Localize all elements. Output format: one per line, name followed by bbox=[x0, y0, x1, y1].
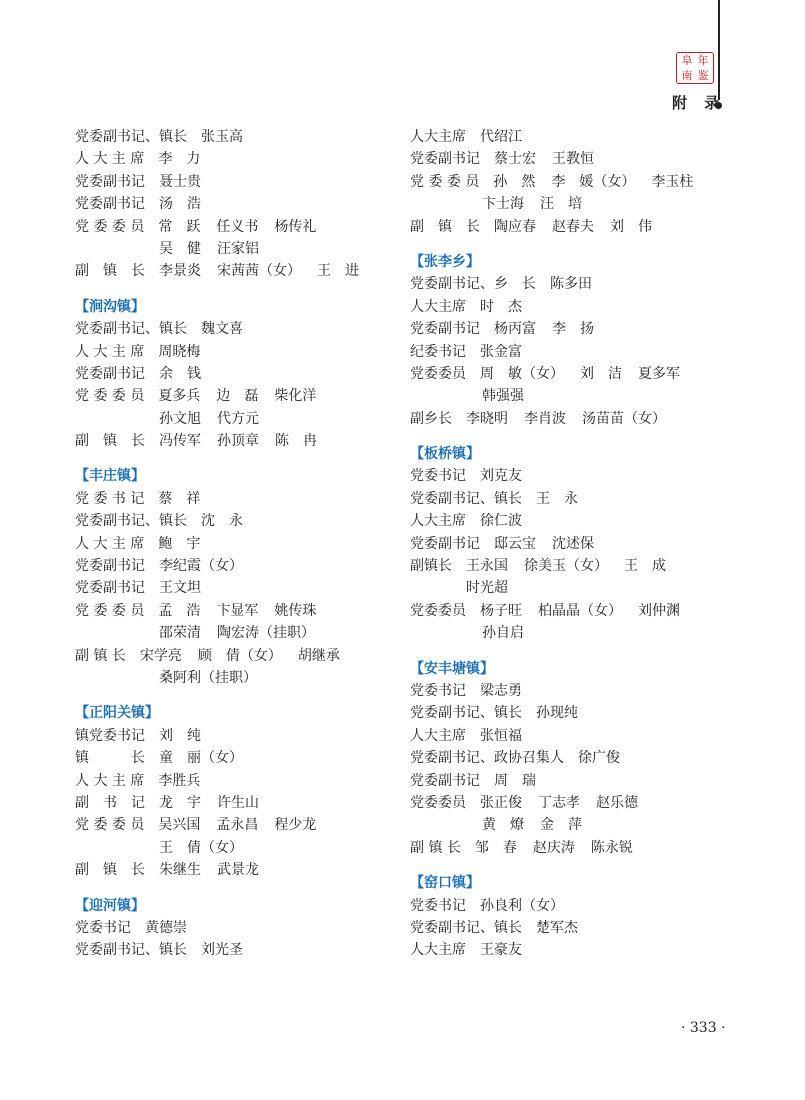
person-name: 张金富 bbox=[480, 343, 522, 360]
person-name: 赵春夫 bbox=[552, 218, 594, 235]
roster-row bbox=[410, 792, 730, 814]
roster-row bbox=[410, 725, 730, 747]
roster-row bbox=[410, 126, 730, 148]
position-title: 副 镇 长 bbox=[75, 647, 126, 664]
person-name: 李 媛（女） bbox=[551, 173, 636, 190]
person-name: 杨传礼 bbox=[274, 218, 317, 235]
person-name: 余 钱 bbox=[159, 365, 201, 382]
position-title: 党委副书记、镇长 bbox=[75, 321, 187, 338]
person-name: 桑阿利（挂职） bbox=[159, 669, 257, 686]
position-title: 人大主席 bbox=[410, 727, 466, 744]
position-title: 党委副书记 bbox=[410, 535, 480, 552]
roster-section bbox=[410, 251, 730, 430]
person-name: 宋茜茜（女） bbox=[217, 263, 301, 280]
position-title: 党委副书记、镇长 bbox=[75, 942, 187, 959]
roster-row bbox=[75, 577, 385, 599]
position-title: 党委副书记 bbox=[75, 196, 145, 213]
person-name: 孙良利（女） bbox=[480, 897, 564, 914]
person-name: 李胜兵 bbox=[158, 772, 201, 789]
person-name: 吴兴国 bbox=[158, 817, 201, 834]
roster-row bbox=[75, 645, 385, 667]
position-title: 党委副书记 bbox=[410, 151, 480, 168]
section-heading: 【迎河镇】 bbox=[75, 897, 145, 914]
person-name: 聂士贵 bbox=[159, 173, 201, 190]
position-title: 党委副书记、镇长 bbox=[410, 705, 522, 722]
roster-row bbox=[75, 216, 385, 238]
person-name: 蔡士宏 bbox=[494, 151, 536, 168]
section-heading: 【窑口镇】 bbox=[410, 875, 480, 892]
person-name: 楚军杰 bbox=[536, 919, 578, 936]
person-name: 黄 燎 bbox=[482, 817, 524, 834]
roster-row bbox=[75, 363, 385, 385]
roster-section bbox=[410, 443, 730, 645]
person-name: 梁志勇 bbox=[480, 682, 522, 699]
person-name: 蔡 祥 bbox=[158, 490, 201, 507]
roster-row bbox=[75, 260, 385, 282]
position-title: 党委副书记 bbox=[75, 558, 145, 575]
section-heading: 【涧沟镇】 bbox=[75, 298, 145, 315]
person-name: 周 敏（女） bbox=[480, 365, 564, 382]
person-name: 童 丽（女） bbox=[159, 750, 243, 767]
person-name: 周晓梅 bbox=[158, 343, 201, 360]
person-name: 孙 然 bbox=[493, 173, 536, 190]
person-name: 金 萍 bbox=[540, 817, 582, 834]
person-name: 柴化洋 bbox=[274, 388, 317, 405]
roster-row bbox=[410, 318, 730, 340]
person-name: 王教恒 bbox=[552, 151, 594, 168]
roster-row bbox=[75, 488, 385, 510]
roster-row bbox=[410, 680, 730, 702]
roster-row bbox=[410, 273, 730, 295]
roster-row bbox=[75, 148, 385, 170]
person-name: 陈 冉 bbox=[275, 433, 317, 450]
position-title: 镇党委书记 bbox=[75, 727, 145, 744]
person-name: 王文坦 bbox=[159, 580, 201, 597]
roster-row bbox=[75, 430, 385, 452]
person-name: 李玉柱 bbox=[651, 173, 694, 190]
person-name: 李 力 bbox=[158, 151, 201, 168]
roster-row bbox=[75, 341, 385, 363]
person-name: 胡继承 bbox=[297, 647, 340, 664]
position-title: 党委副书记、镇长 bbox=[75, 513, 187, 530]
roster-row bbox=[75, 171, 385, 193]
roster-row bbox=[75, 917, 385, 939]
section-heading: 【正阳关镇】 bbox=[75, 705, 159, 722]
roster-row-continued bbox=[410, 193, 730, 215]
person-name: 孟 浩 bbox=[158, 602, 201, 619]
roster-row bbox=[410, 600, 730, 622]
person-name: 陶宏涛（挂职） bbox=[217, 625, 315, 642]
person-name: 徐仁波 bbox=[480, 513, 522, 530]
section-heading: 【丰庄镇】 bbox=[75, 468, 145, 485]
section-heading: 【张李乡】 bbox=[410, 253, 480, 270]
person-name: 龙 宇 bbox=[159, 794, 201, 811]
yearbook-seal-logo bbox=[676, 52, 714, 84]
roster-section bbox=[75, 895, 385, 962]
position-title: 党委委员 bbox=[410, 794, 466, 811]
person-name: 邵荣清 bbox=[159, 625, 201, 642]
position-title: 人 大 主 席 bbox=[75, 535, 145, 552]
person-name: 魏文喜 bbox=[201, 321, 243, 338]
roster-section bbox=[75, 126, 385, 283]
person-name: 冯传军 bbox=[159, 433, 201, 450]
position-title: 人 大 主 席 bbox=[75, 772, 145, 789]
person-name: 张正俊 bbox=[480, 794, 522, 811]
roster-row bbox=[75, 939, 385, 961]
person-name: 刘 洁 bbox=[580, 365, 622, 382]
roster-row bbox=[75, 747, 385, 769]
person-name: 吴 健 bbox=[159, 240, 201, 257]
roster-row bbox=[75, 859, 385, 881]
roster-row bbox=[75, 510, 385, 532]
roster-row bbox=[410, 465, 730, 487]
position-title: 人 大 主 席 bbox=[75, 151, 145, 168]
section-label-appendix: 附 录 bbox=[672, 94, 726, 112]
roster-row-continued bbox=[75, 408, 385, 430]
position-title: 党 委 委 员 bbox=[75, 388, 145, 405]
roster-row bbox=[75, 126, 385, 148]
person-name: 沈 永 bbox=[201, 513, 243, 530]
position-title: 副 镇 长 bbox=[410, 839, 461, 856]
person-name: 李景炎 bbox=[159, 263, 201, 280]
person-name: 宋学亮 bbox=[139, 647, 182, 664]
person-name: 边 磊 bbox=[216, 388, 259, 405]
person-name: 王 成 bbox=[624, 558, 666, 575]
position-title: 副 镇 长 bbox=[410, 218, 480, 235]
position-title: 党委书记 bbox=[410, 897, 466, 914]
roster-section bbox=[75, 702, 385, 881]
roster-row bbox=[75, 193, 385, 215]
header-vertical-rule bbox=[718, 0, 720, 100]
person-name: 孙自启 bbox=[482, 625, 524, 642]
roster-row bbox=[410, 533, 730, 555]
person-name: 汤苗苗（女） bbox=[582, 410, 666, 427]
seal-char: 年 bbox=[697, 54, 709, 67]
roster-row bbox=[75, 555, 385, 577]
roster-row bbox=[410, 488, 730, 510]
person-name: 赵乐德 bbox=[596, 794, 638, 811]
roster-row bbox=[410, 917, 730, 939]
position-title: 党委副书记 bbox=[75, 580, 145, 597]
position-title: 党委副书记、乡 长 bbox=[410, 276, 536, 293]
position-title: 副 镇 长 bbox=[75, 263, 145, 280]
person-name: 汪家铝 bbox=[217, 240, 259, 257]
position-title: 党委副书记 bbox=[410, 772, 480, 789]
person-name: 李纪霞（女） bbox=[159, 558, 243, 575]
roster-section bbox=[75, 465, 385, 689]
person-name: 刘光圣 bbox=[201, 942, 243, 959]
position-title: 党委书记 bbox=[75, 919, 131, 936]
position-title: 人大主席 bbox=[410, 298, 466, 315]
position-title: 副乡长 bbox=[410, 410, 452, 427]
position-title: 党委副书记、政协召集人 bbox=[410, 750, 564, 767]
person-name: 沈述保 bbox=[552, 535, 594, 552]
position-title: 人大主席 bbox=[410, 513, 466, 530]
roster-row bbox=[75, 792, 385, 814]
position-title: 副 镇 长 bbox=[75, 862, 145, 879]
person-name: 周 瑞 bbox=[494, 772, 536, 789]
person-name: 鲍 宇 bbox=[158, 535, 201, 552]
roster-row bbox=[410, 770, 730, 792]
person-name: 王 倩（女） bbox=[159, 839, 243, 856]
person-name: 刘仲渊 bbox=[638, 602, 680, 619]
person-name: 王永国 bbox=[466, 558, 508, 575]
roster-row bbox=[410, 171, 730, 193]
roster-row bbox=[410, 296, 730, 318]
person-name: 孙现纯 bbox=[536, 705, 578, 722]
roster-row-continued bbox=[410, 622, 730, 644]
position-title: 党 委 委 员 bbox=[75, 817, 145, 834]
roster-row-continued bbox=[410, 385, 730, 407]
person-name: 姚传珠 bbox=[274, 602, 317, 619]
person-name: 徐美玉（女） bbox=[524, 558, 608, 575]
person-name: 邹 春 bbox=[474, 839, 517, 856]
roster-row bbox=[75, 725, 385, 747]
person-name: 韩强强 bbox=[482, 388, 524, 405]
left-column bbox=[75, 126, 385, 962]
person-name: 常 跃 bbox=[158, 218, 201, 235]
position-title: 副镇长 bbox=[410, 558, 452, 575]
person-name: 许生山 bbox=[217, 794, 259, 811]
person-name: 柏晶晶（女） bbox=[538, 602, 622, 619]
position-title: 党委副书记 bbox=[410, 321, 480, 338]
roster-section bbox=[410, 658, 730, 860]
person-name: 陈永锐 bbox=[590, 839, 633, 856]
person-name: 孙文旭 bbox=[159, 410, 201, 427]
person-name: 陈多田 bbox=[550, 276, 592, 293]
position-title: 副 镇 长 bbox=[75, 433, 145, 450]
person-name: 黄德崇 bbox=[145, 919, 187, 936]
person-name: 夏多军 bbox=[638, 365, 680, 382]
person-name: 顾 倩（女） bbox=[197, 647, 282, 664]
roster-row bbox=[410, 148, 730, 170]
position-title: 副 书 记 bbox=[75, 794, 145, 811]
person-name: 刘克友 bbox=[480, 468, 522, 485]
person-name: 邸云宝 bbox=[494, 535, 536, 552]
person-name: 李晓明 bbox=[466, 410, 508, 427]
roster-row bbox=[410, 702, 730, 724]
roster-row-continued bbox=[410, 814, 730, 836]
position-title: 党委委员 bbox=[410, 365, 466, 382]
roster-row bbox=[410, 555, 730, 577]
position-title: 党 委 书 记 bbox=[75, 490, 145, 507]
person-name: 杨子旺 bbox=[480, 602, 522, 619]
person-name: 代方元 bbox=[217, 410, 259, 427]
roster-row bbox=[75, 385, 385, 407]
person-name: 张恒福 bbox=[480, 727, 522, 744]
person-name: 程少龙 bbox=[274, 817, 317, 834]
position-title: 党 委 委 员 bbox=[410, 173, 480, 190]
position-title: 镇 长 bbox=[75, 750, 145, 767]
person-name: 王豪友 bbox=[480, 942, 522, 959]
roster-row bbox=[410, 216, 730, 238]
position-title: 党委副书记、镇长 bbox=[410, 490, 522, 507]
section-heading: 【板桥镇】 bbox=[410, 446, 480, 463]
roster-row-continued bbox=[75, 622, 385, 644]
page-number: · 333 · bbox=[681, 1020, 726, 1036]
person-name: 刘 伟 bbox=[610, 218, 652, 235]
person-name: 孟永昌 bbox=[216, 817, 259, 834]
seal-char: 鉴 bbox=[697, 69, 709, 82]
position-title: 党委副书记 bbox=[75, 365, 145, 382]
roster-row bbox=[410, 747, 730, 769]
person-name: 朱继生 bbox=[159, 862, 201, 879]
position-title: 党委副书记、镇长 bbox=[410, 919, 522, 936]
position-title: 党委书记 bbox=[410, 468, 466, 485]
position-title: 党委副书记 bbox=[75, 173, 145, 190]
roster-row bbox=[75, 318, 385, 340]
roster-row-continued bbox=[75, 667, 385, 689]
person-name: 卞显军 bbox=[216, 602, 259, 619]
person-name: 王 永 bbox=[536, 490, 578, 507]
roster-row-continued bbox=[410, 577, 730, 599]
person-name: 徐广俊 bbox=[578, 750, 620, 767]
roster-row bbox=[410, 363, 730, 385]
person-name: 陶应春 bbox=[494, 218, 536, 235]
person-name: 武景龙 bbox=[217, 862, 259, 879]
person-name: 刘 纯 bbox=[159, 727, 201, 744]
section-heading: 【安丰塘镇】 bbox=[410, 660, 494, 677]
roster-row bbox=[410, 341, 730, 363]
roster-row bbox=[410, 939, 730, 961]
person-name: 汤 浩 bbox=[159, 196, 201, 213]
roster-row bbox=[410, 837, 730, 859]
person-name: 张玉高 bbox=[201, 129, 243, 145]
roster-section bbox=[410, 872, 730, 962]
right-column bbox=[410, 126, 730, 962]
seal-char: 阜 bbox=[681, 54, 693, 67]
person-name: 卞士海 bbox=[482, 196, 524, 213]
person-name: 夏多兵 bbox=[158, 388, 201, 405]
person-name: 杨丙富 bbox=[494, 321, 536, 338]
roster-row bbox=[410, 510, 730, 532]
person-name: 丁志孝 bbox=[538, 794, 580, 811]
person-name: 王 进 bbox=[317, 263, 359, 280]
position-title: 党委副书记、镇长 bbox=[75, 129, 187, 145]
position-title: 党委书记 bbox=[410, 682, 466, 699]
roster-row-continued bbox=[75, 837, 385, 859]
position-title: 党委委员 bbox=[410, 602, 466, 619]
person-name: 任义书 bbox=[216, 218, 259, 235]
position-title: 党 委 委 员 bbox=[75, 602, 145, 619]
roster-row bbox=[410, 895, 730, 917]
roster-section bbox=[75, 296, 385, 453]
roster-row bbox=[410, 408, 730, 430]
person-name: 赵庆涛 bbox=[532, 839, 575, 856]
position-title: 纪委书记 bbox=[410, 343, 466, 360]
person-name: 代绍江 bbox=[480, 129, 522, 145]
roster-row bbox=[75, 533, 385, 555]
person-name: 李肖波 bbox=[524, 410, 566, 427]
position-title: 党 委 委 员 bbox=[75, 218, 145, 235]
roster-row bbox=[75, 770, 385, 792]
seal-char: 南 bbox=[681, 69, 693, 82]
roster-row bbox=[75, 814, 385, 836]
roster-section bbox=[410, 126, 730, 238]
position-title: 人大主席 bbox=[410, 942, 466, 959]
roster-row-continued bbox=[75, 238, 385, 260]
person-name: 时光超 bbox=[466, 580, 508, 597]
position-title: 人大主席 bbox=[410, 129, 466, 145]
person-name: 汪 培 bbox=[540, 196, 582, 213]
roster-row bbox=[75, 600, 385, 622]
position-title: 人 大 主 席 bbox=[75, 343, 145, 360]
person-name: 孙顶章 bbox=[217, 433, 259, 450]
person-name: 时 杰 bbox=[480, 298, 522, 315]
person-name: 李 扬 bbox=[552, 321, 594, 338]
